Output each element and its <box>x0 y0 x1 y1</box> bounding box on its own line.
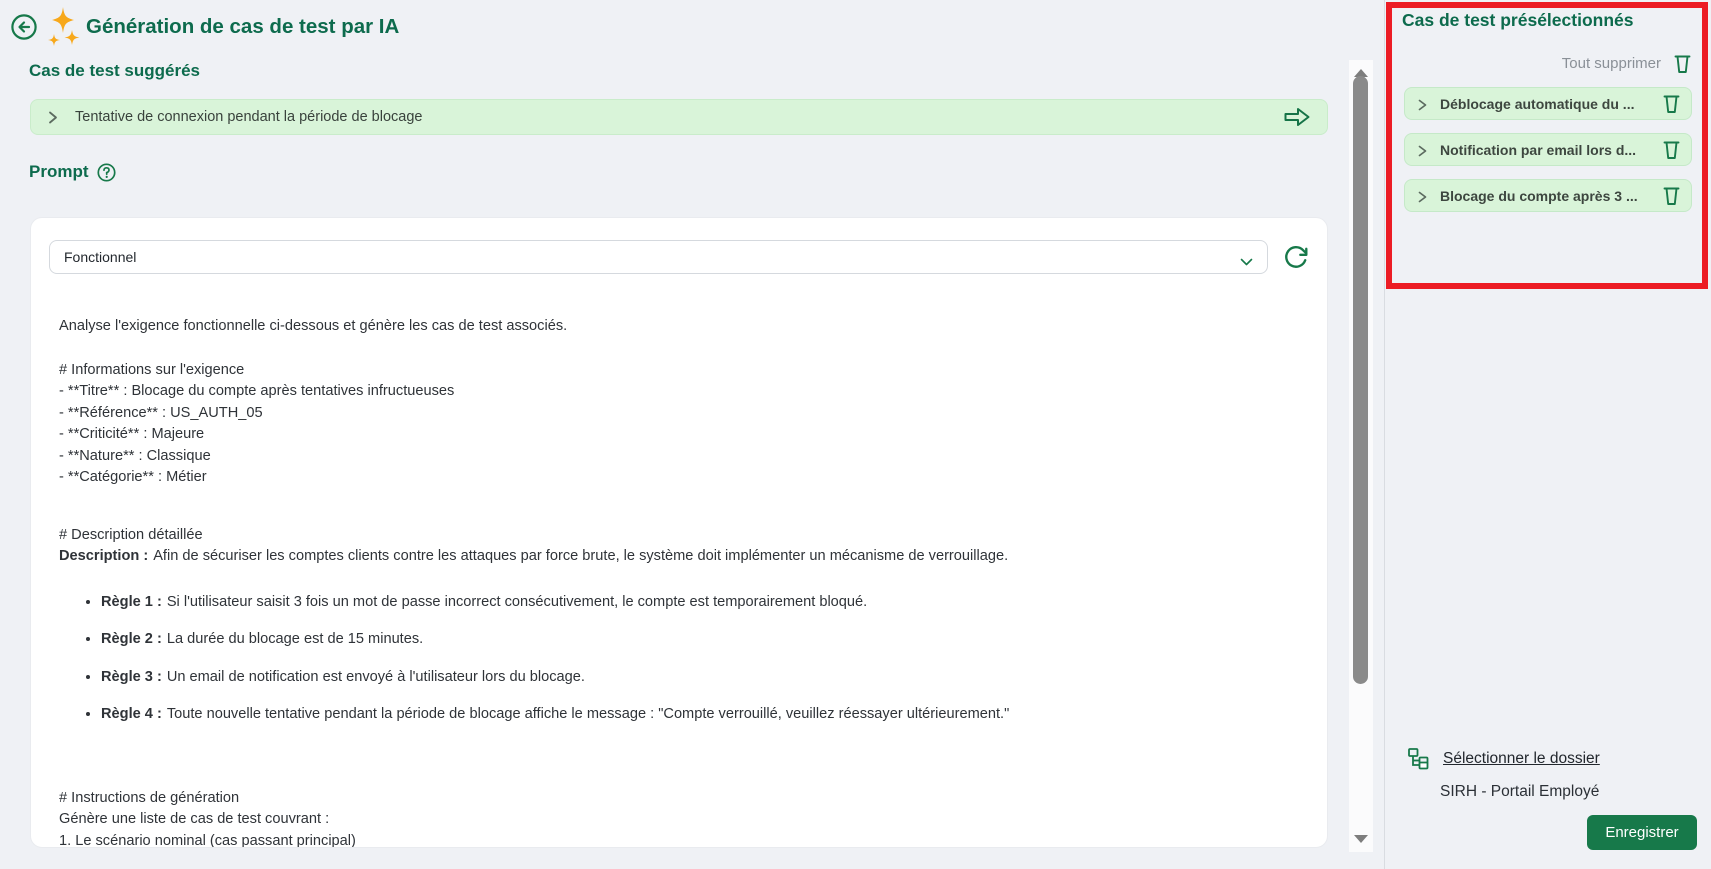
prompt-info-heading: # Informations sur l'exigence <box>59 361 245 378</box>
regenerate-prompt-button[interactable] <box>1283 244 1309 270</box>
rule-text: Toute nouvelle tentative pendant la période de blocage affiche le message : "Compte verrouillé, veuillez réessayer ultérieurement." <box>166 706 1010 722</box>
trash-icon <box>1662 148 1681 163</box>
chevron-right-icon <box>47 111 59 124</box>
prompt-intro-line: Analyse l'exigence fonctionnelle ci-dessous et génère les cas de test associés. <box>59 318 568 334</box>
preselected-section-heading: Cas de test présélectionnés <box>1402 10 1634 30</box>
folder-tree-icon <box>1407 747 1430 770</box>
suggested-section-heading: Cas de test suggérés <box>29 61 201 80</box>
rule-label: Règle 4 : <box>101 706 162 722</box>
suggested-test-case-label: Tentative de connexion pendant la période de blocage <box>75 109 423 125</box>
chevron-down-icon <box>1240 253 1253 261</box>
move-to-selected-arrow-icon[interactable] <box>1283 106 1311 128</box>
preselected-test-case-label: Blocage du compte après 3 ... <box>1440 187 1638 204</box>
refresh-icon <box>1283 258 1309 273</box>
suggested-test-case-row[interactable] <box>30 99 1328 135</box>
rule-text: La durée du blocage est de 15 minutes. <box>166 631 424 647</box>
page-title: Génération de cas de test par IA <box>86 15 400 38</box>
prompt-rules-list <box>59 592 1305 726</box>
chevron-right-icon <box>1417 98 1428 110</box>
prompt-type-row <box>49 240 1309 274</box>
prompt-instructions-line: Génère une liste de cas de test couvrant : <box>59 811 330 827</box>
prompt-info-line: - **Catégorie** : Métier <box>59 469 207 485</box>
prompt-info-line: - **Référence** : US_AUTH_05 <box>59 404 263 421</box>
delete-test-case-button[interactable] <box>1662 185 1681 206</box>
description-text: Afin de sécuriser les comptes clients contre les attaques par force brute, le système doit implémenter un mécanisme de verrouillage. <box>153 548 1009 564</box>
preselected-test-case-row[interactable] <box>1404 87 1692 120</box>
folder-select-row <box>1407 747 1600 770</box>
trash-icon <box>1673 53 1692 74</box>
preselected-test-case-label: Déblocage automatique du ... <box>1440 95 1635 112</box>
rule-label: Règle 1 : <box>101 593 162 610</box>
sparkles-ai-icon <box>41 6 85 50</box>
back-button[interactable] <box>10 13 38 41</box>
prompt-section-header <box>29 162 116 182</box>
vertical-scrollbar[interactable] <box>1349 60 1373 852</box>
prompt-type-select[interactable] <box>49 240 1268 274</box>
help-icon[interactable] <box>97 163 116 182</box>
rule-item <box>101 667 1305 689</box>
prompt-type-selected-value: Fonctionnel <box>64 249 137 265</box>
prompt-description-heading: # Description détaillée <box>59 526 203 543</box>
save-button[interactable]: Enregistrer <box>1587 815 1697 850</box>
prompt-heading: Prompt <box>29 162 89 181</box>
delete-test-case-button[interactable] <box>1662 139 1681 160</box>
prompt-info-line: - **Nature** : Classique <box>59 447 211 464</box>
trash-icon <box>1662 102 1681 117</box>
chevron-right-icon <box>1417 144 1428 156</box>
selected-folder-name: SIRH - Portail Employé <box>1440 783 1600 800</box>
sidebar-divider <box>1384 0 1385 869</box>
preselected-test-case-label: Notification par email lors d... <box>1440 141 1637 158</box>
scrollbar-thumb[interactable] <box>1353 76 1368 684</box>
preselected-test-case-row[interactable] <box>1404 133 1692 166</box>
rule-text: Si l'utilisateur saisit 3 fois un mot de passe incorrect consécutivement, le compte est temporairement bloqué. <box>166 593 868 610</box>
trash-icon <box>1662 194 1681 209</box>
rule-label: Règle 2 : <box>101 631 162 647</box>
prompt-description-line <box>59 546 1305 568</box>
rule-item <box>101 704 1305 726</box>
description-label: Description : <box>59 548 149 564</box>
delete-test-case-button[interactable] <box>1662 93 1681 114</box>
rule-item <box>101 629 1305 651</box>
delete-all-button[interactable] <box>1404 50 1692 76</box>
chevron-right-icon <box>1417 190 1428 202</box>
rule-label: Règle 3 : <box>101 668 162 685</box>
rule-item <box>101 592 1305 614</box>
rule-text: Un email de notification est envoyé à l'utilisateur lors du blocage. <box>166 668 585 685</box>
prompt-instructions-heading: # Instructions de génération <box>59 789 240 806</box>
preselected-test-case-row[interactable] <box>1404 179 1692 212</box>
prompt-info-line: - **Criticité** : Majeure <box>59 426 205 442</box>
prompt-info-line: - **Titre** : Blocage du compte après tentatives infructueuses <box>59 383 455 399</box>
delete-all-label: Tout supprimer <box>1561 54 1661 72</box>
prompt-card <box>30 217 1328 848</box>
prompt-text-editor[interactable] <box>59 316 1305 848</box>
arrow-left-circle-icon <box>10 29 38 44</box>
select-folder-link[interactable]: Sélectionner le dossier <box>1443 749 1600 767</box>
scrollbar-down-arrow[interactable] <box>1354 835 1368 843</box>
prompt-instructions-line: 1. Le scénario nominal (cas passant principal) <box>59 832 356 848</box>
